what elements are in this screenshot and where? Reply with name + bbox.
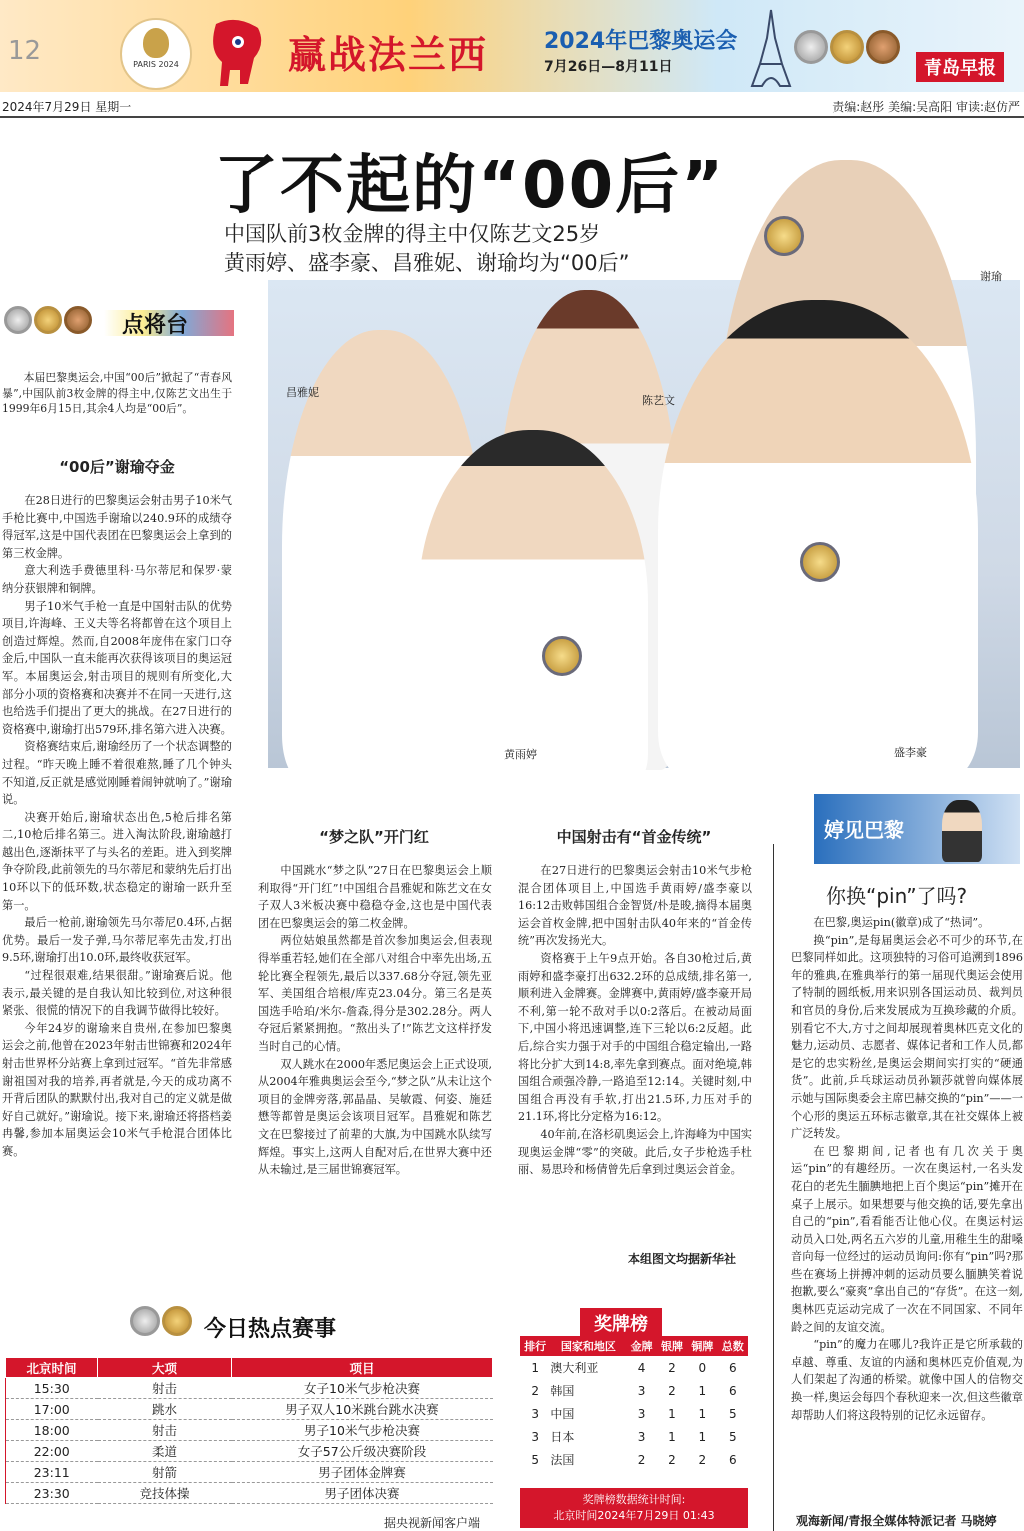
paragraph: 中国跳水“梦之队”27日在巴黎奥运会上顺利取得“开门红”!中国组合昌雅妮和陈艺文在女子双人3米板决赛中稳稳夺金,这也是中国代表团在巴黎奥运会的第二枚金牌。 [258,864,492,930]
paragraph: 决赛开始后,谢瑜状态出色,5枪后排名第二,10枪后排名第三。进入淘汰阶段,谢瑜越打越出色,逐渐抹平了与头名的差距。进入到奖牌争夺阶段,此前领先的马尔蒂尼和蒙纳先后打出10环以下的低环数,状态稳定的谢瑜一跃升至第一。 [2,810,232,912]
paragraph: 资格赛于上午9点开始。各自30枪过后,黄雨婷和盛李豪打出632.2环的总成绩,排名第一,顺利进入金牌赛。金牌赛中,黄雨婷/盛李豪开局不利,第一轮不敌对手以0:2落后。在被动局面下,中国小将迅速调整,连下三轮以6:2反超。此后,综合实力强于对手的中国组合稳定输出,一路将比分扩大到14:8,率先拿到赛点。面对绝境,韩国组合顽强冷静,一路追至12:14。关键时刻,中国组合再没有手软,打出21.5环,力压对手的21.1环,将比分定格为16:12。 [518,951,752,1124]
eiffel-tower-icon [748,8,794,88]
cell: 女子57公斤级决赛阶段 [232,1441,493,1462]
footer-line-2: 北京时间2024年7月29日 01:43 [553,1509,715,1522]
schedule-table [5,1357,493,1504]
section1-heading: “00后”谢瑜夺金 [59,458,175,476]
olympic-flame-icon [143,28,169,58]
section1-body [2,492,232,1161]
cell: 0 [698,1360,707,1375]
dianjiangtai-banner [4,302,234,342]
cell: 2 [668,1383,676,1398]
cell: 2 [637,1452,646,1467]
cell: 法国 [550,1453,575,1467]
sidebar-banner [814,794,1020,864]
cell: 竞技体操 [98,1483,232,1504]
photo-label-xie-yu: 谢瑜 [980,270,1002,283]
table-row [520,1425,748,1448]
cell: 澳大利亚 [550,1361,599,1375]
cell: 男子双人10米跳台跳水决赛 [232,1399,493,1420]
event-dates: 7月26日—8月11日 [544,59,673,75]
gold-medal-icon [800,542,840,582]
phryge-mascot-icon [196,14,276,92]
table-row [520,1402,748,1425]
header-band [0,0,1024,92]
table-row [6,1441,493,1462]
schedule-title: 今日热点赛事 [204,1317,337,1342]
dianjiangtai-intro [2,370,232,417]
paragraph: 双人跳水在2000年悉尼奥运会上正式设项,从2004年雅典奥运会至今,“梦之队”从未让这个项目的金牌旁落,郭晶晶、吴敏霞、何姿、施廷懋等都曾是奥运会该项目冠军。昌雅妮和陈艺文在巴黎接过了前辈的大旗,为中国跳水队续写辉煌。事实上,这两人自配对后,在世界大赛中还从未输过,是三届世锦赛冠军。 [258,1057,492,1177]
editors-line: 责编:赵彤 美编:吴高阳 审读:赵仿严 [832,100,1020,114]
cell: 6 [728,1360,737,1375]
cell: 23:11 [6,1462,98,1483]
event-name: 2024年巴黎奥运会 [544,29,738,54]
cell: 3 [531,1406,540,1421]
subhead-1: 中国队前3枚金牌的得主中仅陈艺文25岁 [224,222,601,246]
medal-row [130,1306,194,1340]
medal-row [4,306,94,338]
cell: 射击 [98,1378,232,1399]
cell: 2 [531,1383,540,1398]
table-row [520,1379,748,1402]
gold-medal-icon [764,216,804,256]
section3-body [518,862,752,1179]
header-rank: 排行 [520,1336,550,1356]
subhead-2: 黄雨婷、盛李豪、昌雅妮、谢瑜均为“00后” [224,251,630,275]
silver-medal-icon [4,306,32,334]
silver-medal-icon [794,30,828,64]
silver-medal-icon [130,1306,160,1336]
section2-body [258,862,492,1179]
section2-heading: “梦之队”开门红 [319,828,429,846]
cell: 18:00 [6,1420,98,1441]
cell: 5 [531,1452,540,1467]
cell: 15:30 [6,1378,98,1399]
cell: 17:00 [6,1399,98,1420]
intro-paragraph: 本届巴黎奥运会,中国“00后”掀起了“青春风暴”,中国队前3枚金牌的得主中,仅陈艺文出生于1999年6月15日,其余4人均是“00后”。 [2,371,232,416]
paragraph: 在27日进行的巴黎奥运会射击10米气步枪混合团体项目上,中国选手黄雨婷/盛李豪以16:12击败韩国组合金智贤/朴是晙,摘得本届奥运会首枚金牌,把中国射击队40年来的“首金传统”再次发扬光大。 [518,864,752,948]
footer-line-1: 奖牌榜数据统计时间: [582,1493,686,1506]
cell: 1 [668,1429,676,1444]
athlete-huang-yuting [418,430,648,790]
paragraph: 男子10米气手枪一直是中国射击队的优势项目,许海峰、王义夫等名将都曾在这个项目上创造过辉煌。然而,自2008年庞伟在家门口夺金后,中国队一直未能再次获得该项目的奥运冠军。本届奥运会,射击项目的规则有所变化,大部分小项的资格赛和决赛并不在同一天进行,这也给选手们提出了更大的挑战。在27日进行的资格赛中,谢瑜打出579环,排名第六进入决赛。 [2,599,232,736]
header-event: 项目 [232,1358,493,1378]
cell: 1 [698,1406,707,1421]
bronze-medal-icon [64,306,92,334]
gold-medal-icon [162,1306,192,1336]
cell: 射击 [98,1420,232,1441]
cell: 5 [728,1429,737,1444]
newspaper-logo: 青岛早报 [916,52,1004,82]
sidebar-credit: 观海新闻/青报全媒体特派记者 马晓婷 [796,1514,997,1528]
table-row [6,1483,493,1504]
photo-label-huang-yuting: 黄雨婷 [504,748,537,761]
champions-photo [268,270,1020,768]
header-time: 北京时间 [6,1358,98,1378]
paragraph: 资格赛结束后,谢瑜经历了一个状态调整的过程。“昨天晚上睡不着很难熬,睡了几个钟头不知道,反正就是感觉刚睡着闹钟就响了。”谢瑜说。 [2,740,232,807]
cell: 4 [637,1360,646,1375]
cell: 5 [728,1406,737,1421]
cell: 1 [668,1406,676,1421]
page-number: 12 [8,36,42,66]
cell: 1 [531,1360,540,1375]
paris-2024-logo [120,18,192,90]
cell: 男子团体决赛 [232,1483,493,1504]
medal-table [520,1336,748,1471]
table-row [520,1448,748,1471]
cell: 日本 [550,1430,575,1444]
table-row [6,1462,493,1483]
cell: 22:00 [6,1441,98,1462]
header-rule [0,116,1024,118]
header-bronze: 铜牌 [687,1336,717,1356]
schedule-banner [130,1304,370,1344]
header-sport: 大项 [98,1358,232,1378]
medal-table-footer [520,1488,748,1528]
cell: 2 [698,1452,707,1467]
table-row [6,1399,493,1420]
photo-label-sheng-lihao: 盛李豪 [894,746,927,759]
header-gold: 金牌 [626,1336,656,1356]
cell: 3 [531,1429,540,1444]
athlete-sheng-lihao [658,300,978,780]
sidebar-body [791,914,1023,1424]
gold-medal-icon [34,306,62,334]
cell: 3 [637,1429,646,1444]
cell: 1 [698,1383,707,1398]
cell: 1 [698,1429,707,1444]
table-row [6,1378,493,1399]
gold-medal-icon [542,636,582,676]
paragraph: 换“pin”,是每届奥运会必不可少的环节,在巴黎同样如此。这项独特的习俗可追溯到1896年的雅典,在雅典举行的第一届现代奥运会使用了特制的圆纸板,用来识别各国运动员、裁判员和官员的身份,后来发展成为互换珍藏的介质。别看它不大,方寸之间却展现着奥林匹克文化的魅力,运动员、志愿者、媒体记者和工作人员,都是它的忠实粉丝,是奥运会期间实打实的“硬通货”。此前,乒乓球运动员孙颖莎就曾向媒体展示她与国际奥委会主席巴赫交换的“pin”——一个心形的奥运五环标志徽章,其在社交媒体上被广泛转发。 [791,933,1023,1141]
cell: 3 [637,1406,646,1421]
date-line: 2024年7月29日 星期一 [2,100,132,114]
paragraph: 意大利选手费德里科·马尔蒂尼和保罗·蒙纳分获银牌和铜牌。 [2,564,232,595]
paragraph: 在巴黎期间,记者也有几次关于奥运“pin”的有趣经历。一次在奥运村,一名头发花白的老先生腼腆地把上百个奥运“pin”摊开在桌子上展示。如果想要与他交换的话,要先拿出自己的“pin”,看看能否让他心仪。在奥运村运动员入口处,两名五六岁的儿童,用稚生生的甜嗓音向每一位经过的运动员询问:你有“pin”吗?那些在赛场上拼搏冲刺的运动员要么腼腆笑着说抱歉,要么“豪爽”拿出自己的“存货”。在这一刻,奥林匹克运动完成了一次在不同国家、不同年龄之间的友谊交流。 [791,1144,1023,1334]
paragraph: 最后一枪前,谢瑜领先马尔蒂尼0.4环,占据优势。最后一发子弹,马尔蒂尼率先击发,打出9.5环,谢瑜打出10.0环,最终收获冠军。 [2,916,232,965]
schedule-header-row [6,1358,493,1378]
cell: 23:30 [6,1483,98,1504]
cell: 6 [728,1452,737,1467]
logo-text: PARIS 2024 [133,60,179,69]
reporter-avatar [942,800,982,862]
header-silver: 银牌 [657,1336,687,1356]
cell: 韩国 [550,1384,575,1398]
paragraph: “过程很艰难,结果很甜。”谢瑜赛后说。他表示,最关键的是自我认知比较到位,对这种很紧张、很慌的情况下的自我调节做得比较好。 [2,969,232,1018]
photo-label-chang-yani: 昌雅妮 [286,386,319,399]
section3-heading: 中国射击有“首金传统” [556,828,712,846]
section3-credit: 本组图文均据新华社 [628,1252,737,1266]
cell: 女子10米气步枪决赛 [232,1378,493,1399]
medal-decoration [794,30,902,68]
cell: 中国 [550,1407,575,1421]
cell: 跳水 [98,1399,232,1420]
table-row [6,1420,493,1441]
paragraph: 在巴黎,奥运pin(徽章)成了“热词”。 [813,916,990,929]
cell: 2 [668,1452,676,1467]
sidebar-badge: 婷见巴黎 [824,818,904,842]
cell: 6 [728,1383,737,1398]
paragraph: 40年前,在洛杉矶奥运会上,许海峰为中国实现奥运金牌“零”的突破。此后,女子步枪选手杜丽、易思玲和杨倩曾先后拿到过奥运会首金。 [518,1127,752,1177]
cell: 2 [668,1360,676,1375]
headline: 了不起的“00后” [214,149,726,223]
gold-medal-icon [830,30,864,64]
paragraph: 在28日进行的巴黎奥运会射击男子10米气手枪比赛中,中国选手谢瑜以240.9环的成绩夺得冠军,这是中国代表团在巴黎奥运会上拿到的第三枚金牌。 [2,494,232,560]
cell: 3 [637,1383,646,1398]
cell: 男子10米气步枪决赛 [232,1420,493,1441]
paragraph: 今年24岁的谢瑜来自贵州,在参加巴黎奥运会之前,他曾在2023年射击世锦赛和2024年射击世界杯分站赛上拿到过冠军。“首先非常感谢祖国对我的培养,再者就是,今天的成功离不开背后团队的默默付出,我对自己的定义就是做好自己就好。”谢瑜说。接下来,谢瑜还将搭档姜冉馨,参加本届奥运会10米气手枪混合团体比赛。 [2,1021,232,1158]
cell: 射箭 [98,1462,232,1483]
cell: 柔道 [98,1441,232,1462]
dianjiangtai-title: 点将台 [122,313,189,338]
sidebar-title: 你换“pin”了吗? [826,884,968,908]
table-row [520,1356,748,1379]
bronze-medal-icon [866,30,900,64]
header-total: 总数 [718,1336,748,1356]
slogan: 赢战法兰西 [288,33,489,77]
paragraph: “pin”的魔力在哪儿?我许正是它所承载的卓越、尊重、友谊的内涵和奥林匹克价值观,为人们架起了沟通的桥梁。就像中国人的信物交换一样,奥运会每四个春秋迎来一次,但这些徽章却帮助人们将这段特别的记忆永远留存。 [791,1338,1023,1422]
medal-table-title: 奖牌榜 [580,1308,662,1338]
medal-header-row [520,1336,748,1356]
header-country: 国家和地区 [550,1336,626,1356]
cell: 男子团体金牌赛 [232,1462,493,1483]
photo-label-chen-yiwen: 陈艺文 [642,394,675,407]
paragraph: 两位姑娘虽然都是首次参加奥运会,但表现得举重若轻,她们在全部八对组合中率先出场,五轮比赛全程领先,最后以337.68分夺冠,领先亚军、美国组合培根/库克23.04分。第三名是英国选手哈珀/米尔-詹森,得分是302.28分。两人夺冠后紧紧拥抱。“熬出头了!”陈艺文这样抒发当时自己的心情。 [258,934,492,1053]
schedule-credit: 据央视新闻客户端 [384,1516,481,1530]
